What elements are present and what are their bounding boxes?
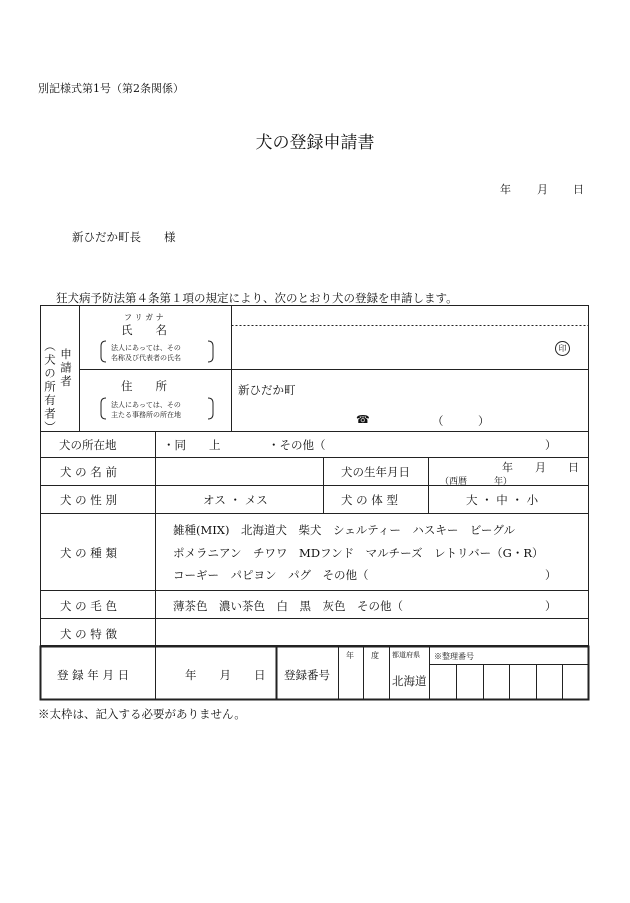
reg-prefecture-label: 都道府県: [392, 651, 420, 659]
reg-fiscal-label: 度: [371, 651, 379, 660]
location-other-close: ）: [545, 438, 557, 452]
owner-name-note-1: 法人にあっては、その: [111, 344, 181, 352]
date-day-label: 日: [573, 183, 584, 196]
dog-name-label: 犬 の 名 前: [60, 465, 117, 479]
form-number: 別記様式第1号（第2条関係）: [38, 82, 184, 95]
dog-sex-label: 犬 の 性 別: [60, 493, 117, 507]
reg-year-label: 年: [346, 651, 354, 660]
owner-address-value[interactable]: 新ひだか町: [238, 383, 296, 397]
intro-text: 狂犬病予防法第４条第１項の規定により、次のとおり犬の登録を申請します。: [56, 291, 458, 305]
dog-birth-label: 犬の生年月日: [341, 465, 410, 479]
furigana-label: フ リ ガ ナ: [124, 313, 164, 322]
color-other-close: ）: [545, 599, 557, 613]
reg-serial-label: ※整理番号: [434, 652, 474, 661]
location-other-option[interactable]: ・その他（: [268, 438, 326, 452]
owner-name-field[interactable]: [232, 326, 588, 369]
owner-name-label: 氏 名: [121, 323, 167, 337]
dog-features-field[interactable]: [156, 619, 588, 645]
breed-options-line-1[interactable]: 雑種(MIX) 北海道犬 柴犬 シェルティー ハスキー ビーグル: [173, 523, 516, 537]
owner-address-note-2: 主たる事務所の所在地: [111, 411, 181, 419]
owner-address-label: 住 所: [121, 379, 167, 393]
phone-area-code[interactable]: （ ）: [432, 414, 490, 428]
dog-color-options[interactable]: 薄茶色 濃い茶色 白 黒 灰色 その他（: [173, 599, 403, 613]
reg-prefecture-value: 北海道: [392, 674, 427, 688]
date-year-label: 年: [500, 183, 511, 196]
footnote: ※太枠は、記入する必要がありません。: [38, 707, 246, 721]
dog-name-field[interactable]: [156, 458, 323, 485]
dog-size-label: 犬 の 体 型: [341, 493, 398, 507]
phone-icon: ☎: [356, 413, 370, 426]
registration-date-label: 登 録 年 月 日: [57, 668, 130, 682]
registration-number-label: 登録番号: [284, 668, 330, 682]
breed-other-close: ）: [545, 568, 557, 582]
dog-location-label: 犬の所在地: [59, 438, 117, 452]
seal-icon: 印: [555, 341, 570, 356]
location-same-option[interactable]: ・同 上: [163, 438, 221, 452]
dog-birth-era[interactable]: （西暦 年）: [440, 477, 513, 487]
dog-birth-ymd[interactable]: 年 月 日: [502, 461, 579, 474]
applicant-label-paren: （犬の所有者）: [43, 340, 57, 435]
registration-date-ymd: 年 月 日: [185, 668, 266, 682]
dog-breed-label: 犬 の 種 類: [60, 546, 117, 560]
page-title: 犬の登録申請書: [255, 133, 375, 153]
dog-features-label: 犬 の 特 徴: [60, 627, 117, 641]
dog-sex-options[interactable]: オス ・ メス: [203, 493, 268, 507]
applicant-label: 申請者: [59, 348, 73, 389]
breed-options-line-3[interactable]: コーギー パピヨン パグ その他（: [173, 568, 369, 582]
furigana-field[interactable]: [232, 306, 588, 325]
breed-options-line-2[interactable]: ポメラニアン チワワ MDフンド マルチーズ レトリバー（G・R）: [173, 546, 544, 560]
owner-address-note-1: 法人にあっては、その: [111, 401, 181, 409]
owner-name-note-2: 名称及び代表者の氏名: [111, 354, 181, 362]
dog-size-options[interactable]: 大 ・ 中 ・ 小: [466, 493, 539, 507]
date-month-label: 月: [537, 183, 548, 196]
dog-color-label: 犬 の 毛 色: [60, 599, 117, 613]
addressee: 新ひだか町長 様: [72, 230, 176, 244]
